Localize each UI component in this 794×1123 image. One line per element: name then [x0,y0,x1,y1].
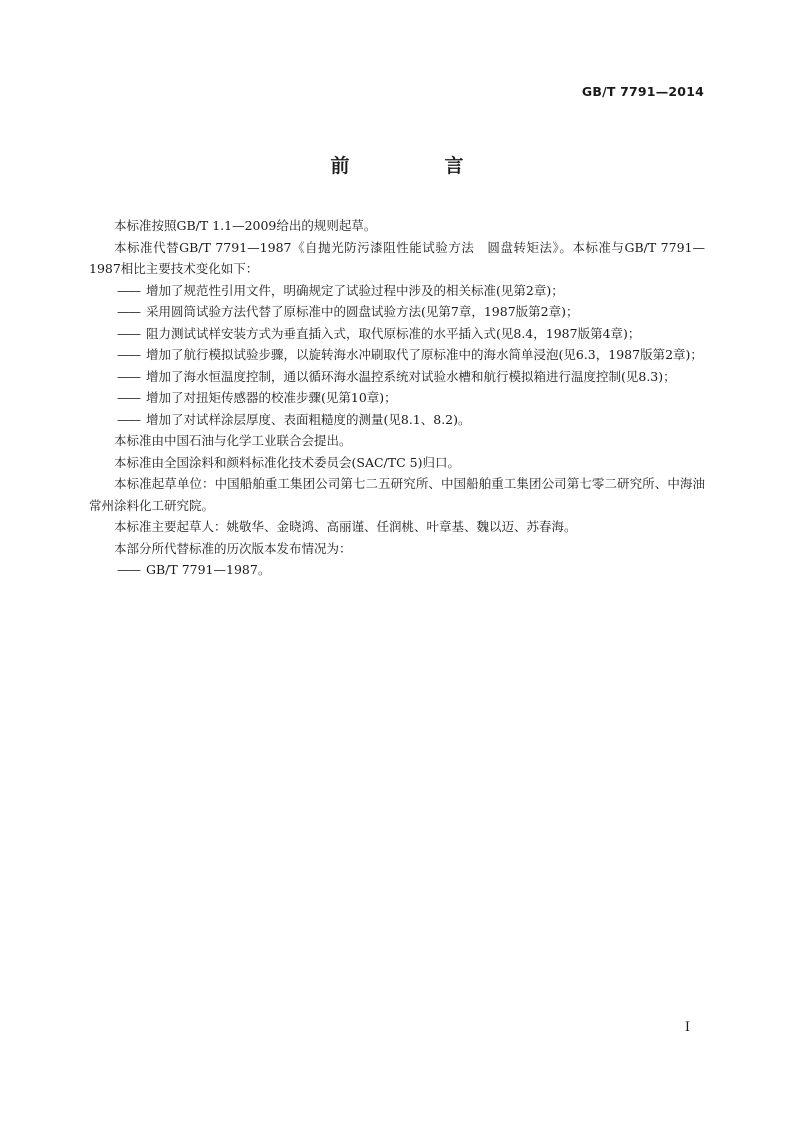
list-item [89,301,705,323]
standard-code: GB/T 7791—2014 [581,84,704,99]
changes-list [89,280,705,431]
dash-marker: —— [117,282,140,298]
dash-marker: —— [117,325,140,341]
list-item-text: 增加了对试样涂层厚度、表面粗糙度的测量(见8.1、8.2)。 [146,411,471,427]
list-item-text: 增加了规范性引用文件，明确规定了试验过程中涉及的相关标准(见第2章)； [146,282,564,298]
list-item-text: 采用圆筒试验方法代替了原标准中的圆盘试验方法(见第7章，1987版第2章)； [146,304,579,319]
list-item [89,559,705,581]
page-number: I [684,1020,690,1035]
list-item [89,409,705,431]
list-item [89,280,705,302]
proposer-paragraph: 本标准由中国石油与化学工业联合会提出。 [114,433,352,448]
dash-marker: —— [117,562,140,577]
list-item [89,323,705,345]
list-item-text: 阻力测试试样安装方式为垂直插入式，取代原标准的水平插入式(见8.4，1987版第4章)； [146,325,641,341]
page-title: 前 言 [330,155,502,177]
dash-marker: —— [117,411,140,427]
history-list [89,559,705,581]
drafting-rules-paragraph: 本标准按照GB/T 1.1—2009给出的规则起草。 [114,218,377,233]
list-item [89,366,705,388]
drafting-units-paragraph: 本标准起草单位：中国船舶重工集团公司第七二五研究所、中国船舶重工集团公司第七零二研究所、中海油常州涂料化工研究院。 [89,476,705,513]
list-item-text: GB/T 7791—1987。 [146,562,271,577]
history-intro-paragraph: 本部分所代替标准的历次版本发布情况为： [114,540,352,556]
list-item [89,387,705,409]
dash-marker: —— [117,390,140,405]
list-item-text: 增加了航行模拟试验步骤，以旋转海水冲刷取代了原标准中的海水简单浸泡(见6.3，1987版第2章)； [146,347,703,362]
drafters-paragraph: 本标准主要起草人：姚敬华、金晓鸿、高丽谨、任润桃、叶章基、魏以迈、苏春海。 [114,519,577,534]
list-item [89,344,705,366]
dash-marker: —— [117,304,140,319]
dash-marker: —— [117,368,140,384]
replacement-paragraph: 本标准代替GB/T 7791—1987《自抛光防污漆阻性能试验方法 圆盘转矩法》。本标准与GB/T 7791—1987相比主要技术变化如下： [89,239,705,276]
list-item-text: 增加了对扭矩传感器的校准步骤(见第10章)； [146,390,397,405]
committee-paragraph: 本标准由全国涂料和颜料标准化技术委员会(SAC/TC 5)归口。 [114,454,460,470]
list-item-text: 增加了海水恒温度控制，通以循环海水温控系统对试验水槽和航行模拟箱进行温度控制(见8.3)； [146,368,676,384]
dash-marker: —— [117,347,140,362]
document-body [89,215,705,581]
